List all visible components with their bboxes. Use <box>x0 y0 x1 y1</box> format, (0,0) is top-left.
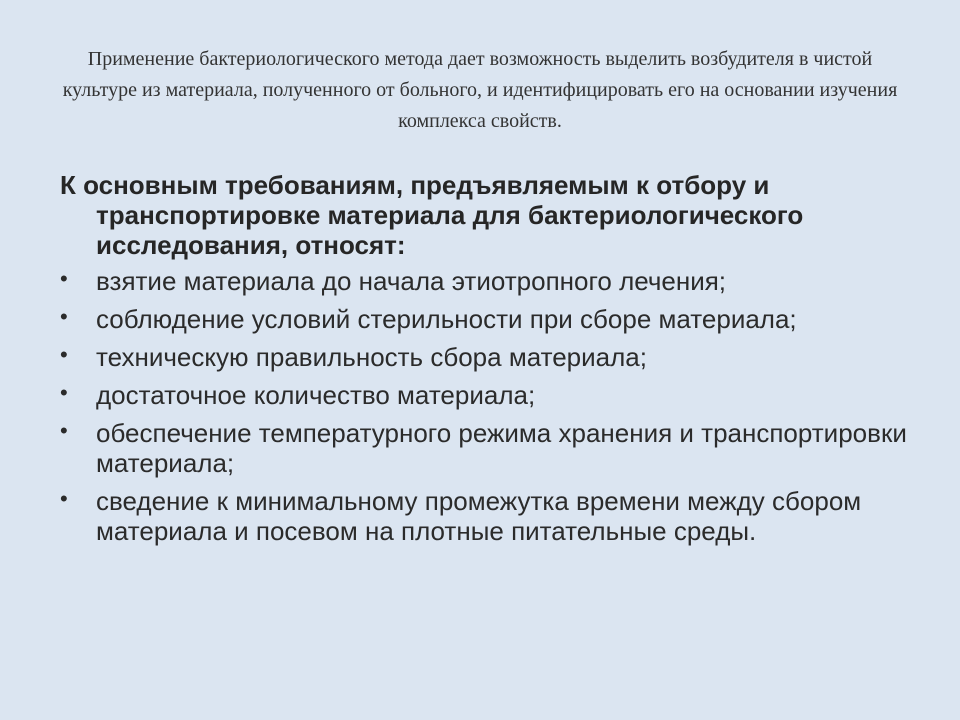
list-item <box>60 418 920 478</box>
requirements-list <box>60 266 920 546</box>
list-item <box>60 304 920 334</box>
list-item <box>60 380 920 410</box>
list-item-text: достаточное количество материала; <box>96 380 536 410</box>
list-item-text: обеспечение температурного режима хранения и транспортировки материала; <box>96 418 907 478</box>
list-item <box>60 342 920 372</box>
requirements-heading: К основным требованиям, предъявляемым к отбору и транспортировке материала для бактериологического исследования, относят: <box>60 170 804 260</box>
bullet-icon: • <box>60 380 68 405</box>
list-item-text: техническую правильность сбора материала; <box>96 342 647 372</box>
list-item-text: взятие материала до начала этиотропного лечения; <box>96 266 727 296</box>
list-item-text: соблюдение условий стерильности при сборе материала; <box>96 304 797 334</box>
bullet-icon: • <box>60 304 68 329</box>
list-item <box>60 486 920 546</box>
bullet-icon: • <box>60 486 68 511</box>
list-item-text: сведение к минимальному промежутка времени между сбором материала и посевом на плотные питательные среды. <box>96 486 862 546</box>
bullet-icon: • <box>60 266 68 291</box>
slide-title: Применение бактериологического метода дает возможность выделить возбудителя в чистой культуре из материала, полученного от больного, и идентифицировать его на основании изучения комплекса свойств. <box>62 48 898 132</box>
bullet-icon: • <box>60 342 68 367</box>
bullet-icon: • <box>60 418 68 443</box>
list-item <box>60 266 920 296</box>
slide-content <box>60 170 920 554</box>
